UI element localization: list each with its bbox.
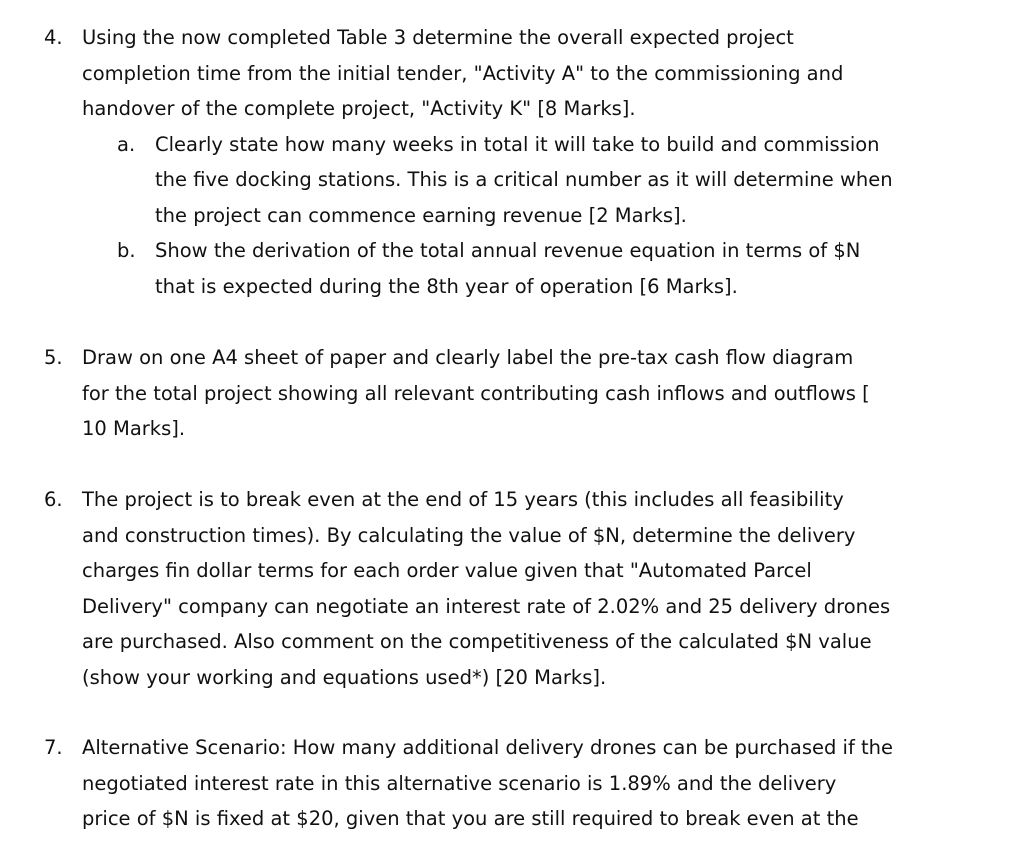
text-line: 10 Marks]. xyxy=(82,417,186,440)
question-5 xyxy=(44,340,994,447)
text-line: completion time from the initial tender, "Activity A" to the commissioning and xyxy=(82,61,844,85)
question-number: 7. xyxy=(44,736,63,759)
text-line: are purchased. Also comment on the competitiveness of the calculated $N value xyxy=(82,630,872,653)
question-number: 6. xyxy=(44,488,63,511)
subquestion-b xyxy=(117,233,992,304)
question-6 xyxy=(44,482,994,695)
question-4 xyxy=(44,20,994,304)
question-number: 4. xyxy=(44,26,63,49)
text-line: charges fin dollar terms for each order value given that "Automated Parcel xyxy=(82,559,812,582)
text-line: (show your working and equations used*) [20 Marks]. xyxy=(82,665,607,689)
question-text xyxy=(82,482,992,695)
text-line: the project can commence earning revenue [2 Marks]. xyxy=(155,203,687,227)
question-number: 5. xyxy=(44,346,63,369)
text-line: price of $N is fixed at $20, given that you are still required to break even at the xyxy=(82,807,859,830)
question-text xyxy=(82,20,992,304)
text-line: for the total project showing all relevant contributing cash inflows and outflows [ xyxy=(82,381,870,405)
text-line: Delivery" company can negotiate an interest rate of 2.02% and 25 delivery drones xyxy=(82,594,891,618)
text-line: Show the derivation of the total annual revenue equation in terms of $N xyxy=(155,239,861,262)
text-line: Clearly state how many weeks in total it will take to build and commission xyxy=(155,132,880,156)
subquestion-a xyxy=(117,127,992,234)
text-line: Using the now completed Table 3 determine the overall expected project xyxy=(82,26,794,49)
subquestion-label: a. xyxy=(117,132,136,156)
question-text xyxy=(82,730,992,837)
text-line: the five docking stations. This is a critical number as it will determine when xyxy=(155,168,893,191)
question-text xyxy=(82,340,992,447)
text-line: Alternative Scenario: How many additional delivery drones can be purchased if the xyxy=(82,736,894,759)
question-7 xyxy=(44,730,994,837)
subquestion-label: b. xyxy=(117,239,136,262)
text-line: negotiated interest rate in this alternative scenario is 1.89% and the delivery xyxy=(82,771,837,795)
text-line: that is expected during the 8th year of operation [6 Marks]. xyxy=(155,274,738,298)
text-line: The project is to break even at the end of 15 years (this includes all feasibility xyxy=(82,488,844,511)
text-line: handover of the complete project, "Activity K" [8 Marks]. xyxy=(82,97,636,120)
text-line: and construction times). By calculating the value of $N, determine the delivery xyxy=(82,523,856,547)
text-line: Draw on one A4 sheet of paper and clearly label the pre-tax cash flow diagram xyxy=(82,346,854,369)
